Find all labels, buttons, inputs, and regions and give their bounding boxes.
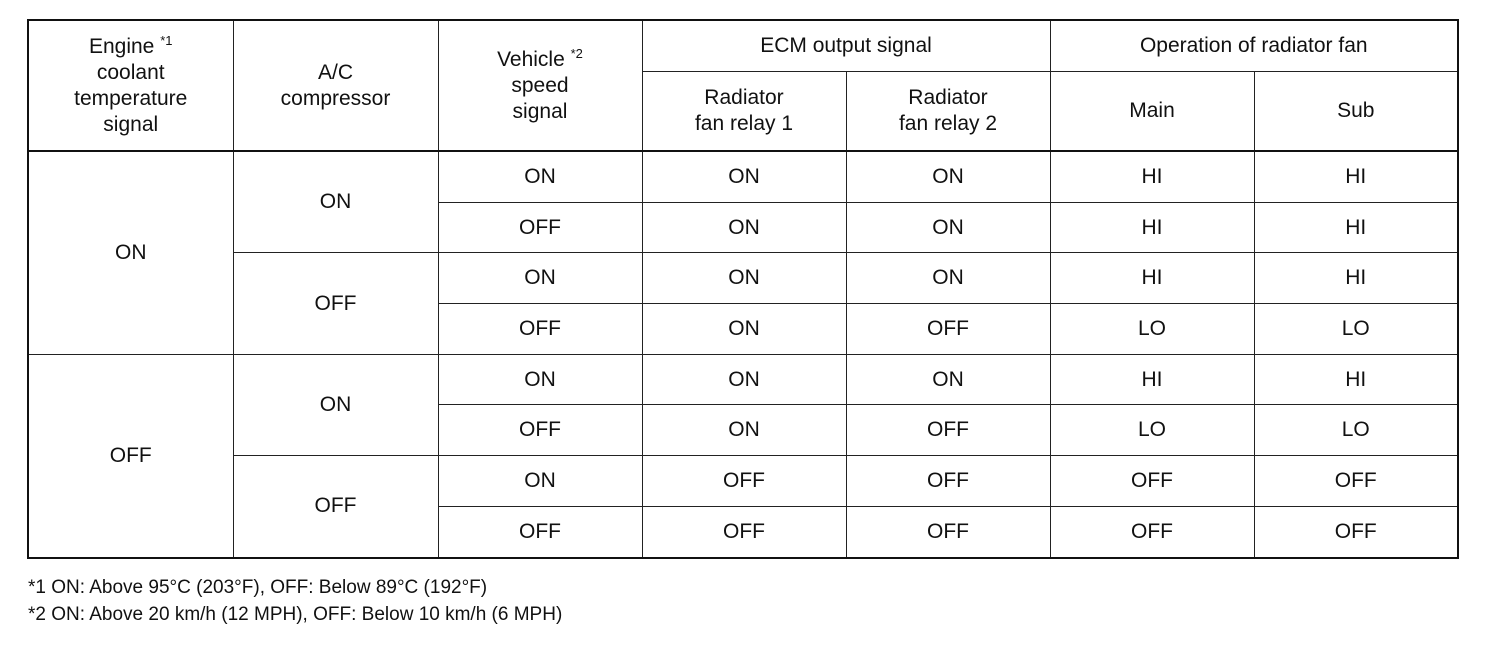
radiator-fan-operation-table (27, 19, 1459, 559)
header-radiator-fan-relay-2 (846, 72, 1050, 152)
header-ac-compressor (233, 20, 438, 151)
fan-sub-value: OFF (1254, 456, 1458, 507)
relay1-value: OFF (642, 506, 846, 557)
speed-value: OFF (438, 506, 642, 557)
speed-value: ON (438, 354, 642, 405)
fan-sub-value: LO (1254, 304, 1458, 355)
relay2-value: ON (846, 202, 1050, 253)
engine-coolant-value: OFF (28, 354, 233, 557)
fan-main-value: HI (1050, 253, 1254, 304)
footnote-2: *2 ON: Above 20 km/h (12 MPH), OFF: Below 10 km/h (6 MPH) (28, 604, 563, 625)
header-ac-line2: compressor (280, 86, 391, 110)
header-relay1-line2: fan relay 1 (694, 112, 794, 135)
ac-compressor-value: ON (233, 354, 438, 455)
fan-main-value: OFF (1050, 456, 1254, 507)
speed-value: ON (438, 151, 642, 202)
header-radiator-fan-operation: Operation of radiator fan (1050, 20, 1458, 72)
footnote-1: *1 ON: Above 95°C (203°F), OFF: Below 89°C (192°F) (28, 577, 488, 598)
header-speed-line3: signal (512, 99, 568, 123)
fan-sub-value: LO (1254, 405, 1458, 456)
engine-coolant-value: ON (28, 151, 233, 354)
fan-sub-value: HI (1254, 354, 1458, 405)
table-body (28, 151, 1458, 558)
header-relay1-line1: Radiator (704, 86, 784, 109)
relay2-value: ON (846, 151, 1050, 202)
fan-main-value: HI (1050, 354, 1254, 405)
speed-value: ON (438, 253, 642, 304)
header-engine-coolant-line4: signal (103, 112, 159, 136)
ac-compressor-value: OFF (233, 253, 438, 354)
ac-compressor-value: ON (233, 151, 438, 253)
header-relay2-line1: Radiator (908, 86, 988, 109)
header-ac-line1: A/C (317, 60, 353, 84)
table-row (28, 151, 1458, 202)
table-row (28, 354, 1458, 405)
fan-main-value: HI (1050, 151, 1254, 202)
header-radiator-fan-relay-1 (642, 72, 846, 152)
relay1-value: ON (642, 304, 846, 355)
fan-main-value: LO (1050, 304, 1254, 355)
relay2-value: OFF (846, 506, 1050, 557)
header-engine-coolant-line2: coolant (96, 60, 165, 84)
header-relay2-line2: fan relay 2 (898, 112, 998, 135)
relay1-value: OFF (642, 456, 846, 507)
fan-main-value: OFF (1050, 506, 1254, 557)
ac-compressor-value: OFF (233, 456, 438, 558)
fan-main-value: HI (1050, 202, 1254, 253)
header-engine-coolant-signal (28, 20, 233, 151)
relay1-value: ON (642, 354, 846, 405)
footnote-marker-2: *2 (570, 45, 583, 61)
fan-sub-value: HI (1254, 253, 1458, 304)
table-row (28, 253, 1458, 304)
speed-value: OFF (438, 304, 642, 355)
relay1-value: ON (642, 151, 846, 202)
header-engine-coolant-line3: temperature (74, 86, 188, 110)
fan-sub-value: HI (1254, 151, 1458, 202)
relay1-value: ON (642, 253, 846, 304)
speed-value: OFF (438, 202, 642, 253)
header-vehicle-speed-signal (438, 20, 642, 151)
speed-value: ON (438, 456, 642, 507)
relay2-value: OFF (846, 304, 1050, 355)
header-engine-coolant-line1: Engine (88, 34, 155, 58)
fan-sub-value: OFF (1254, 506, 1458, 557)
fan-sub-value: HI (1254, 202, 1458, 253)
relay1-value: ON (642, 405, 846, 456)
relay1-value: ON (642, 202, 846, 253)
relay2-value: ON (846, 253, 1050, 304)
header-speed-line1: Vehicle (497, 47, 565, 71)
header-fan-main: Main (1050, 72, 1254, 152)
table-row (28, 456, 1458, 507)
header-ecm-output-signal: ECM output signal (642, 20, 1050, 72)
relay2-value: ON (846, 354, 1050, 405)
relay2-value: OFF (846, 456, 1050, 507)
footnote-marker-1: *1 (160, 32, 173, 48)
header-speed-line2: speed (511, 73, 569, 97)
footnotes (28, 574, 562, 628)
header-fan-sub: Sub (1254, 72, 1458, 152)
speed-value: OFF (438, 405, 642, 456)
relay2-value: OFF (846, 405, 1050, 456)
fan-main-value: LO (1050, 405, 1254, 456)
